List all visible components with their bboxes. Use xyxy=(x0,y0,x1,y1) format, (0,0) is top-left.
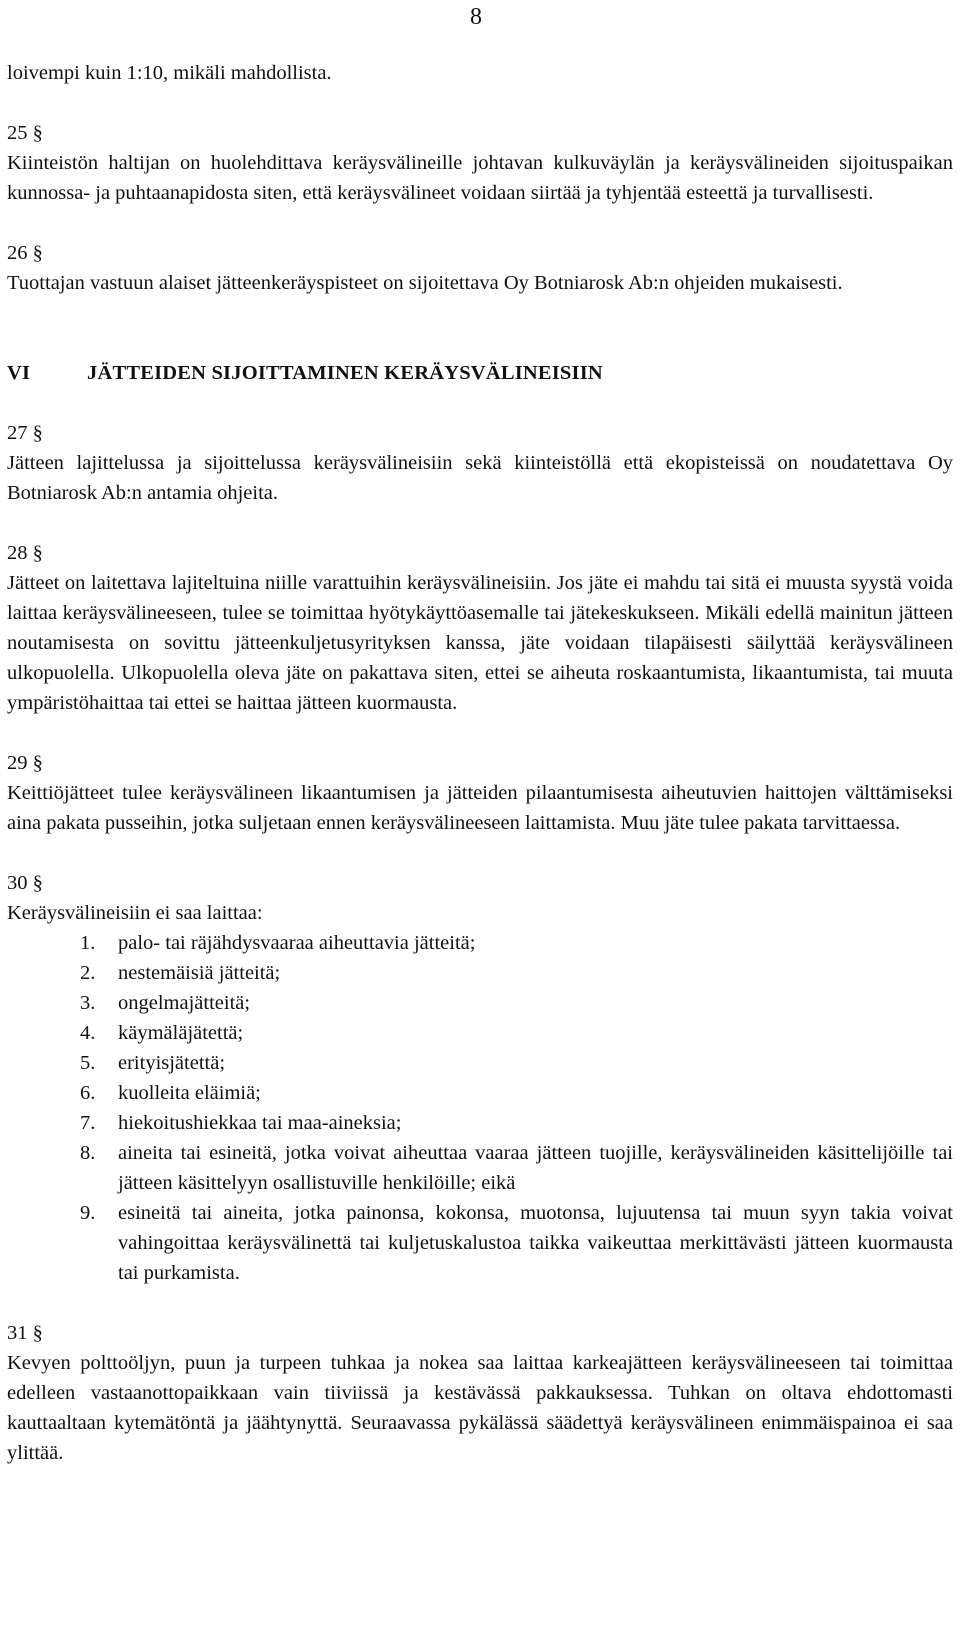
list-item-number: 5. xyxy=(80,1052,96,1074)
list-item-number: 2. xyxy=(80,962,96,984)
list-item-text: palo- tai räjähdysvaaraa aiheuttavia jätteitä; xyxy=(118,932,476,954)
chapter-title: JÄTTEIDEN SIJOITTAMINEN KERÄYSVÄLINEISIIN xyxy=(87,362,603,384)
section-text: Jätteet on laitettava lajiteltuina niille varattuihin keräysvälineisiin. Jos jäte ei mahdu tai sitä ei muusta syystä voida laittaa keräysvälineeseen, tulee se toimittaa hyötykäyttöasemalle tai jätekeskukseen. Mikäli edellä mainitun jätteen noutamisesta on sovittu jätteenkuljetusyrityksen kanssa, jäte voidaan tilapäisesti säilyttää keräysvälineen ulkopuolella. Ulkopuolella oleva jäte on pakattava siten, ettei se aiheuta roskaantumista, likaantumista, tai muuta ympäristöhaittaa tai ettei se haittaa jätteen kuormausta. xyxy=(7,572,953,714)
section-heading: 26 § xyxy=(7,242,43,264)
list-item xyxy=(7,1078,953,1108)
list-item-number: 3. xyxy=(80,992,96,1014)
section-27 xyxy=(7,418,953,508)
page-number: 8 xyxy=(470,4,482,30)
list-item-text: aineita tai esineitä, jotka voivat aiheuttaa vaaraa jätteen tuojille, keräysvälineiden käsittelijöille tai jätteen käsittelyyn osallistuville henkilöille; eikä xyxy=(118,1142,953,1194)
section-heading: 25 § xyxy=(7,122,43,144)
section-heading: 29 § xyxy=(7,752,43,774)
section-heading: 31 § xyxy=(7,1322,43,1344)
list-item-text: käymäläjätettä; xyxy=(118,1022,244,1044)
list-item xyxy=(7,958,953,988)
section-heading: 27 § xyxy=(7,422,43,444)
list-item-number: 1. xyxy=(80,932,96,954)
list-item xyxy=(7,1138,953,1198)
section-text: Keittiöjätteet tulee keräysvälineen likaantumisen ja jätteiden pilaantumisesta aiheutuvien haittojen välttämiseksi aina pakata pusseihin, jotka suljetaan ennen keräysvälineeseen laittamista. Muu jäte tulee pakata tarvittaessa. xyxy=(7,782,953,834)
section-31 xyxy=(7,1318,953,1468)
list-item-text: hiekoitushiekkaa tai maa-aineksia; xyxy=(118,1112,402,1134)
section-heading: 30 § xyxy=(7,872,43,894)
list-item xyxy=(7,928,953,958)
section-26 xyxy=(7,238,953,298)
list-item-text: nestemäisiä jätteitä; xyxy=(118,962,281,984)
list-item xyxy=(7,1198,953,1288)
list-item-text: erityisjätettä; xyxy=(118,1052,226,1074)
list-item-number: 7. xyxy=(80,1112,96,1134)
list-item xyxy=(7,1048,953,1078)
list-item-text: esineitä tai aineita, jotka painonsa, kokonsa, muotonsa, lujuutensa tai muun syyn takia voivat vahingoittaa keräysvälinettä tai kuljetuskalustoa taikka vaikeuttaa merkittävästi jätteen kuormausta tai purkamista. xyxy=(118,1202,953,1284)
list-item xyxy=(7,1108,953,1138)
list-item-text: ongelmajätteitä; xyxy=(118,992,251,1014)
intro-line: loivempi kuin 1:10, mikäli mahdollista. xyxy=(7,62,332,84)
list-item-text: kuolleita eläimiä; xyxy=(118,1082,261,1104)
section-text: Kevyen polttoöljyn, puun ja turpeen tuhkaa ja nokea saa laittaa karkeajätteen keräysvälineeseen tai toimittaa edelleen vastaanottopaikkaan vain tiiviissä ja kestävässä pakkauksessa. Tuhkan on oltava ehdottomasti kauttaaltaan kytemätöntä ja jäähtynyttä. Seuraavassa pykälässä säädettyä keräysvälineen enimmäispainoa ei saa ylittää. xyxy=(7,1352,953,1464)
chapter-heading xyxy=(7,358,953,388)
list-item xyxy=(7,988,953,1018)
section-29 xyxy=(7,748,953,838)
section-25 xyxy=(7,118,953,208)
list-item-number: 6. xyxy=(80,1082,96,1104)
list-item-number: 4. xyxy=(80,1022,96,1044)
section-heading: 28 § xyxy=(7,542,43,564)
section-text: Jätteen lajittelussa ja sijoittelussa keräysvälineisiin sekä kiinteistöllä että ekopisteissä on noudatettava Oy Botniarosk Ab:n antamia ohjeita. xyxy=(7,452,953,504)
section-30 xyxy=(7,868,953,1288)
section-text: Tuottajan vastuun alaiset jätteenkeräyspisteet on sijoitettava Oy Botniarosk Ab:n ohjeiden mukaisesti. xyxy=(7,272,843,294)
prohibited-items-list xyxy=(7,928,953,1288)
list-item xyxy=(7,1018,953,1048)
section-28 xyxy=(7,538,953,718)
list-item-number: 8. xyxy=(80,1142,96,1164)
section-intro: Keräysvälineisiin ei saa laittaa: xyxy=(7,902,263,924)
page-content xyxy=(7,58,953,1468)
section-text: Kiinteistön haltijan on huolehdittava keräysvälineille johtavan kulkuväylän ja keräysvälineiden sijoituspaikan kunnossa- ja puhtaanapidosta siten, että keräysvälineet voidaan siirtää ja tyhjentää esteettä ja turvallisesti. xyxy=(7,152,953,204)
list-item-number: 9. xyxy=(80,1202,96,1224)
chapter-number: VI xyxy=(7,362,31,384)
